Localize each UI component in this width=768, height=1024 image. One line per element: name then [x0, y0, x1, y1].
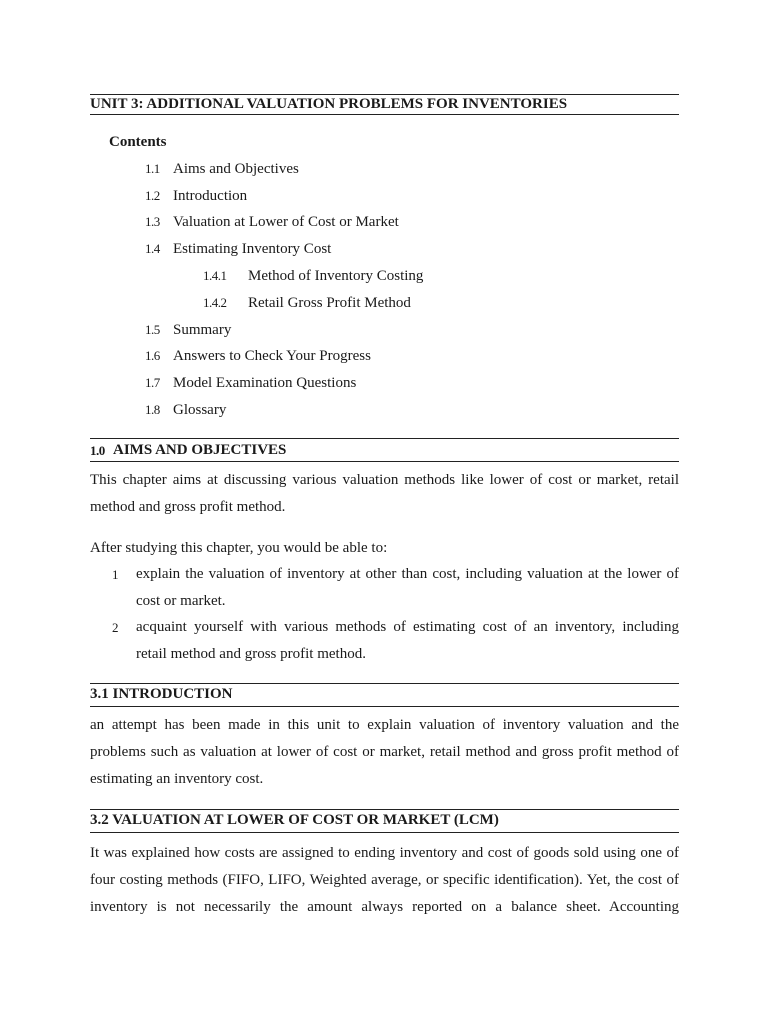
section-rule — [90, 809, 679, 810]
toc-item-retail: Retail Gross Profit Method — [248, 295, 411, 311]
section-number: 1.0 — [90, 443, 105, 458]
text-line: inventory is not necessarily the amount always reported on a balance sheet. Accounting — [90, 899, 679, 915]
toc-number: 1.4 — [145, 241, 160, 256]
toc-item-method: Method of Inventory Costing — [248, 268, 424, 284]
section-rule — [90, 706, 679, 707]
toc-item-glossary: Glossary — [173, 402, 227, 418]
section-rule — [90, 461, 679, 462]
bullet-marker: 1 — [112, 567, 118, 582]
bullet-item — [136, 561, 679, 615]
text-line: an attempt has been made in this unit to explain valuation of inventory valuation and the — [90, 717, 679, 733]
aims-lead: After studying this chapter, you would be able to: — [90, 540, 388, 556]
toc-number: 1.7 — [145, 375, 160, 390]
unit-heading-rule — [90, 114, 679, 115]
lcm-heading: 3.2 VALUATION AT LOWER OF COST OR MARKET (LCM) — [90, 812, 499, 828]
lcm-paragraph — [90, 840, 679, 921]
contents-title: Contents — [109, 134, 167, 150]
bullet-marker: 2 — [112, 620, 118, 635]
toc-item-summary: Summary — [173, 322, 232, 338]
toc-item-model-questions: Model Examination Questions — [173, 375, 357, 391]
section-rule — [90, 438, 679, 439]
toc-number: 1.1 — [145, 161, 160, 176]
toc-number: 1.4.2 — [203, 295, 227, 310]
text-line: problems such as valuation at lower of cost or market, retail method and gross profit method of — [90, 744, 679, 760]
aims-paragraph — [90, 467, 679, 521]
text-line: This chapter aims at discussing various valuation methods like lower of cost or market, retail — [90, 472, 679, 488]
aims-heading: AIMS AND OBJECTIVES — [113, 442, 287, 458]
toc-number: 1.4.1 — [203, 268, 227, 283]
text-line: four costing methods (FIFO, LIFO, Weighted average, or specific identification). Yet, the cost of — [90, 872, 679, 888]
text-line: explain the valuation of inventory at other than cost, including valuation at the lower of — [136, 566, 679, 582]
text-line: cost or market. — [136, 593, 226, 609]
toc-item-estimating: Estimating Inventory Cost — [173, 241, 332, 257]
text-line: estimating an inventory cost. — [90, 771, 264, 787]
section-rule — [90, 683, 679, 684]
bullet-item — [136, 614, 679, 668]
toc-number: 1.6 — [145, 348, 160, 363]
toc-item-aims: Aims and Objectives — [173, 161, 299, 177]
toc-item-answers: Answers to Check Your Progress — [173, 348, 371, 364]
intro-heading: 3.1 INTRODUCTION — [90, 686, 233, 702]
text-line: method and gross profit method. — [90, 499, 286, 515]
toc-number: 1.2 — [145, 188, 160, 203]
toc-item-introduction: Introduction — [173, 188, 248, 204]
text-line: retail method and gross profit method. — [136, 646, 366, 662]
section-rule — [90, 832, 679, 833]
toc-number: 1.3 — [145, 214, 160, 229]
intro-paragraph — [90, 712, 679, 793]
unit-heading: UNIT 3: ADDITIONAL VALUATION PROBLEMS FOR INVENTORIES — [90, 96, 568, 112]
text-line: It was explained how costs are assigned to ending inventory and cost of goods sold using one of — [90, 845, 679, 861]
toc-number: 1.8 — [145, 402, 160, 417]
toc-item-lcm: Valuation at Lower of Cost or Market — [173, 214, 399, 230]
toc-number: 1.5 — [145, 322, 160, 337]
text-line: acquaint yourself with various methods of estimating cost of an inventory, including — [136, 619, 679, 635]
